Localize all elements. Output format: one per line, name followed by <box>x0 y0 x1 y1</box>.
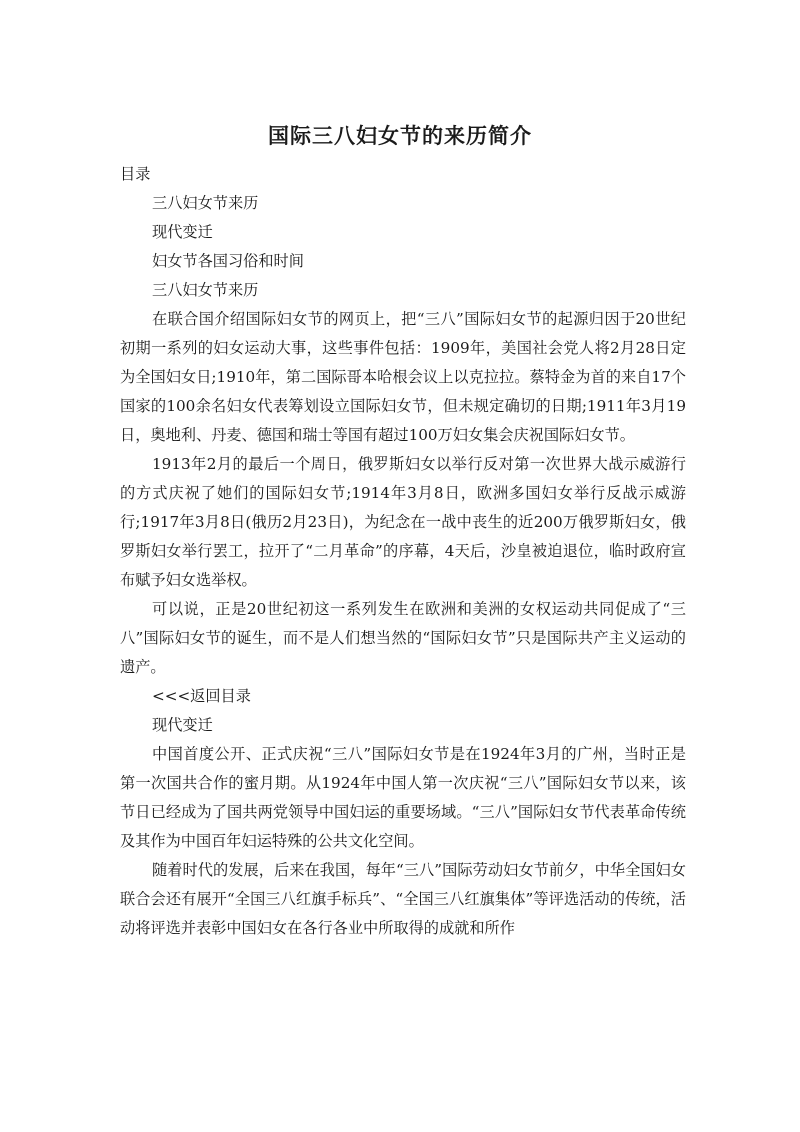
paragraph: 1913年2月的最后一个周日，俄罗斯妇女以举行反对第一次世界大战示威游行的方式庆祝了她们的国际妇女节;1914年3月8日，欧洲多国妇女举行反战示威游行;1917年3月8日(俄历2月23日)，为纪念在一战中丧生的近200万俄罗斯妇女，俄罗斯妇女举行罢工，拉开了“二月革命”的序幕，4天后，沙皇被迫退位，临时政府宣布赋予妇女选举权。 <box>120 455 686 589</box>
toc-item-modern-changes[interactable]: 现代变迁 <box>152 223 213 241</box>
back-to-toc-link[interactable]: <<<返回目录 <box>152 687 251 705</box>
toc-item-origin[interactable]: 三八妇女节来历 <box>152 194 259 212</box>
toc-heading: 目录 <box>120 165 151 183</box>
section-heading-origin: 三八妇女节来历 <box>152 281 259 299</box>
document-body <box>120 160 686 943</box>
paragraph: 可以说，正是20世纪初这一系列发生在欧洲和美洲的女权运动共同促成了“三八”国际妇女节的诞生，而不是人们想当然的“国际妇女节”只是国际共产主义运动的遗产。 <box>120 600 686 676</box>
paragraph: 中国首度公开、正式庆祝“三八”国际妇女节是在1924年3月的广州，当时正是第一次国共合作的蜜月期。从1924年中国人第一次庆祝“三八”国际妇女节以来，该节日已经成为了国共两党领导中国妇运的重要场域。“三八”国际妇女节代表革命传统及其作为中国百年妇运特殊的公共文化空间。 <box>120 745 686 850</box>
paragraph: 随着时代的发展，后来在我国，每年“三八”国际劳动妇女节前夕，中华全国妇女联合会还有展开“全国三八红旗手标兵”、“全国三八红旗集体”等评选活动的传统，活动将评选并表彰中国妇女在各行各业中所取得的成就和所作 <box>120 861 686 937</box>
toc-item-customs[interactable]: 妇女节各国习俗和时间 <box>152 252 304 270</box>
section-heading-modern-changes: 现代变迁 <box>152 716 213 734</box>
paragraph: 在联合国介绍国际妇女节的网页上，把“三八”国际妇女节的起源归因于20世纪初期一系列的妇女运动大事，这些事件包括：1909年，美国社会党人将2月28日定为全国妇女日;1910年，第二国际哥本哈根会议上以克拉拉。蔡特金为首的来自17个国家的100余名妇女代表筹划设立国际妇女节，但未规定确切的日期;1911年3月19日，奥地利、丹麦、德国和瑞士等国有超过100万妇女集会庆祝国际妇女节。 <box>120 310 686 444</box>
document-title: 国际三八妇女节的来历简介 <box>268 124 532 148</box>
